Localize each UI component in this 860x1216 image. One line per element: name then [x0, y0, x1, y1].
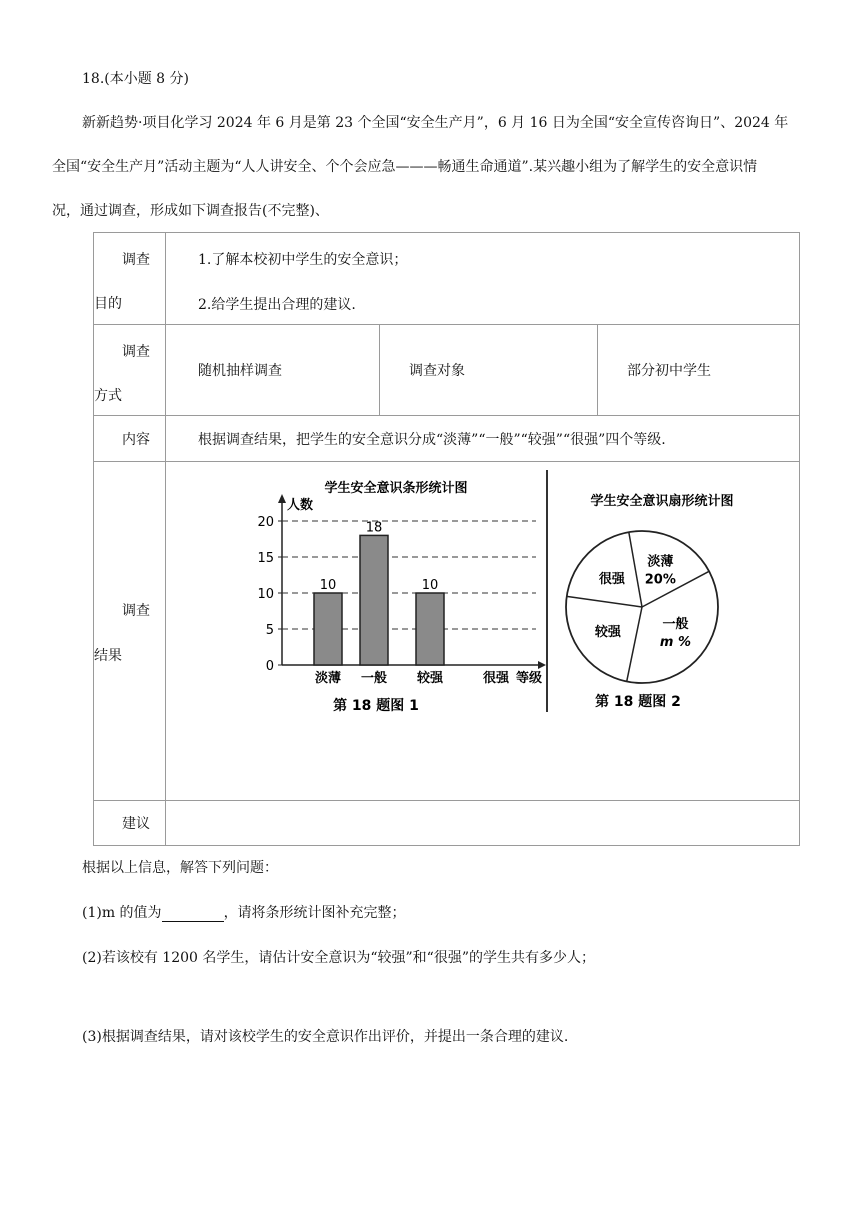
bar-chart-caption: 第 18 题图 1 [333, 698, 419, 714]
intro-line-2: 全国“安全生产月”活动主题为“人人讲安全、个个会应急———畅通生命通道”.某兴趣小组为了解学生的安全意识情 [52, 159, 758, 175]
purpose-label-cell [94, 233, 166, 325]
result-label-top: 调查 [122, 603, 150, 619]
content-value: 根据调查结果，把学生的安全意识分成“淡薄”“一般”“较强”“很强”四个等级. [166, 416, 800, 462]
purpose-value-cell [166, 233, 800, 325]
suggestion-label: 建议 [94, 801, 166, 846]
result-charts-cell [166, 462, 800, 801]
answer-blank [162, 907, 224, 922]
survey-report-table [93, 232, 800, 846]
bar-chart-ylabel: 人数 [287, 498, 314, 513]
pie-chart-caption: 第 18 题图 2 [595, 694, 681, 710]
question-1-post: ，请将条形统计图补充完整； [223, 905, 406, 921]
bar [416, 593, 444, 665]
content-label: 内容 [94, 416, 166, 462]
result-label-bottom: 结果 [94, 648, 122, 664]
bar-data-label: 10 [319, 578, 337, 593]
y-tick-label: 15 [257, 551, 274, 566]
y-tick-label: 0 [265, 659, 274, 674]
pie-slice-percent: m % [659, 635, 692, 651]
questions-lead: 根据以上信息，解答下列问题： [82, 860, 278, 876]
question-2: (2)若该校有 1200 名学生，请估计安全意识为“较强”和“很强”的学生共有多少人； [82, 950, 595, 966]
pie-chart-title: 学生安全意识扇形统计图 [590, 494, 734, 509]
x-axis-arrow [538, 661, 546, 669]
y-tick-label: 20 [257, 515, 274, 530]
result-label-cell [94, 462, 166, 801]
pie-chart [566, 493, 734, 710]
suggestion-value-cell [166, 801, 800, 846]
pie-slice-percent: 20% [644, 572, 676, 588]
intro-line-3: 况，通过调查，形成如下调查报告(不完整)、 [52, 203, 329, 219]
bar-data-label: 18 [365, 520, 383, 536]
question-1-pre: (1)m 的值为 [82, 905, 162, 921]
pie-slice-label: 一般 [662, 617, 689, 633]
x-tick-label: 淡薄 [314, 671, 342, 686]
object-label: 调查对象 [380, 325, 598, 416]
x-tick-label: 一般 [360, 671, 388, 686]
y-axis-arrow [278, 494, 286, 503]
purpose-label-top: 调查 [122, 252, 150, 268]
purpose-item-1: 1.了解本校初中学生的安全意识； [198, 252, 408, 268]
pie-slice-label: 很强 [598, 571, 625, 587]
method-label-bottom: 方式 [94, 388, 122, 404]
bar [314, 593, 342, 665]
method-value: 随机抽样调查 [166, 325, 380, 416]
y-tick-label: 5 [265, 623, 274, 638]
purpose-label-bottom: 目的 [94, 296, 122, 312]
question-1 [82, 902, 406, 922]
method-label-cell [94, 325, 166, 416]
pie-slice-label: 较强 [594, 625, 621, 641]
intro-line-1: 新新趋势·项目化学习 2024 年 6 月是第 23 个全国“安全生产月”，6 月 16 日为全国“安全宣传咨询日”、2024 年 [82, 115, 789, 131]
bar [360, 535, 388, 665]
bar-chart-xlabel: 等级 [516, 671, 543, 686]
purpose-item-2: 2.给学生提出合理的建议. [198, 297, 356, 313]
x-tick-label: 较强 [416, 671, 444, 686]
method-label-top: 调查 [122, 344, 150, 360]
object-value: 部分初中学生 [598, 325, 800, 416]
result-charts [166, 462, 798, 800]
question-3: (3)根据调查结果，请对该校学生的安全意识作出评价，并提出一条合理的建议. [82, 1029, 569, 1045]
bar-chart [257, 470, 547, 714]
bar-data-label: 10 [421, 578, 439, 593]
pie-slice-label: 淡薄 [647, 554, 674, 570]
bar-chart-title: 学生安全意识条形统计图 [324, 481, 468, 496]
y-tick-label: 10 [257, 587, 274, 602]
x-tick-label: 很强 [482, 671, 510, 686]
question-number: 18.(本小题 8 分) [82, 71, 189, 87]
